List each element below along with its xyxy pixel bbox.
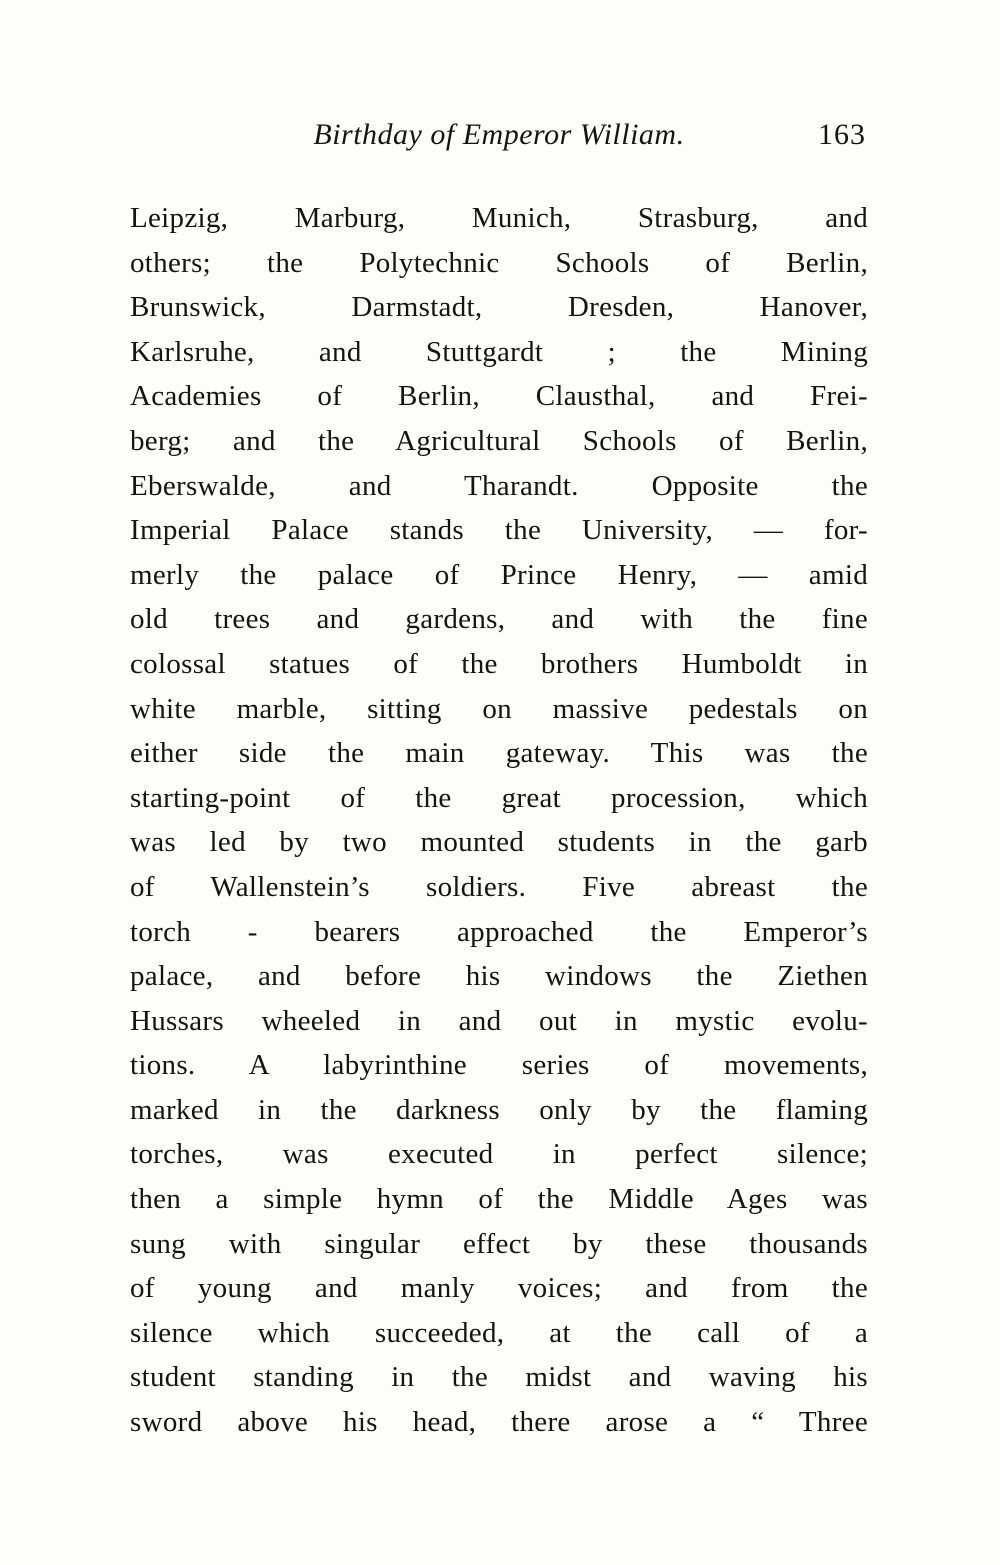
text-line: marked in the darkness only by the flaming: [130, 1093, 868, 1126]
text-line: silence which succeeded, at the call of a: [130, 1316, 868, 1349]
running-title: Birthday of Emperor William.: [313, 118, 685, 151]
text-line: student standing in the midst and waving his: [130, 1361, 868, 1394]
text-line: sung with singular effect by these thousands: [130, 1227, 868, 1260]
text-line: starting-point of the great procession, which: [130, 781, 868, 814]
page-header: [130, 112, 868, 158]
text-line: Eberswalde, and Tharandt. Opposite the: [130, 469, 868, 502]
text-line: Imperial Palace stands the University, — for-: [130, 514, 868, 547]
text-line: berg; and the Agricultural Schools of Berlin,: [130, 424, 868, 457]
text-line: merly the palace of Prince Henry, — amid: [130, 558, 868, 591]
text-line: Leipzig, Marburg, Munich, Strasburg, and: [130, 202, 868, 234]
text-line: Hussars wheeled in and out in mystic evolu-: [130, 1004, 868, 1037]
text-line: palace, and before his windows the Ziethen: [130, 960, 868, 993]
text-line: torches, was executed in perfect silence;: [130, 1138, 868, 1171]
body-text: [130, 196, 868, 1445]
text-line: then a simple hymn of the Middle Ages was: [130, 1183, 868, 1216]
text-line: Brunswick, Darmstadt, Dresden, Hanover,: [130, 291, 868, 324]
text-line: Academies of Berlin, Clausthal, and Frei-: [130, 380, 868, 413]
text-line: others; the Polytechnic Schools of Berlin,: [130, 246, 868, 279]
text-line: Karlsruhe, and Stuttgardt ; the Mining: [130, 335, 868, 368]
text-line: sword above his head, there arose a “ Three: [130, 1406, 868, 1439]
text-line: colossal statues of the brothers Humboldt in: [130, 647, 868, 680]
page-number: 163: [818, 118, 866, 151]
text-line: white marble, sitting on massive pedestals on: [130, 692, 868, 725]
text-line: tions. A labyrinthine series of movements,: [130, 1049, 868, 1082]
text-line: was led by two mounted students in the garb: [130, 826, 868, 859]
text-line: of young and manly voices; and from the: [130, 1272, 868, 1305]
text-line: of Wallenstein’s soldiers. Five abreast the: [130, 870, 868, 903]
text-line: either side the main gateway. This was the: [130, 737, 868, 770]
text-line: torch - bearers approached the Emperor’s: [130, 915, 868, 948]
text-line: old trees and gardens, and with the fine: [130, 603, 868, 636]
